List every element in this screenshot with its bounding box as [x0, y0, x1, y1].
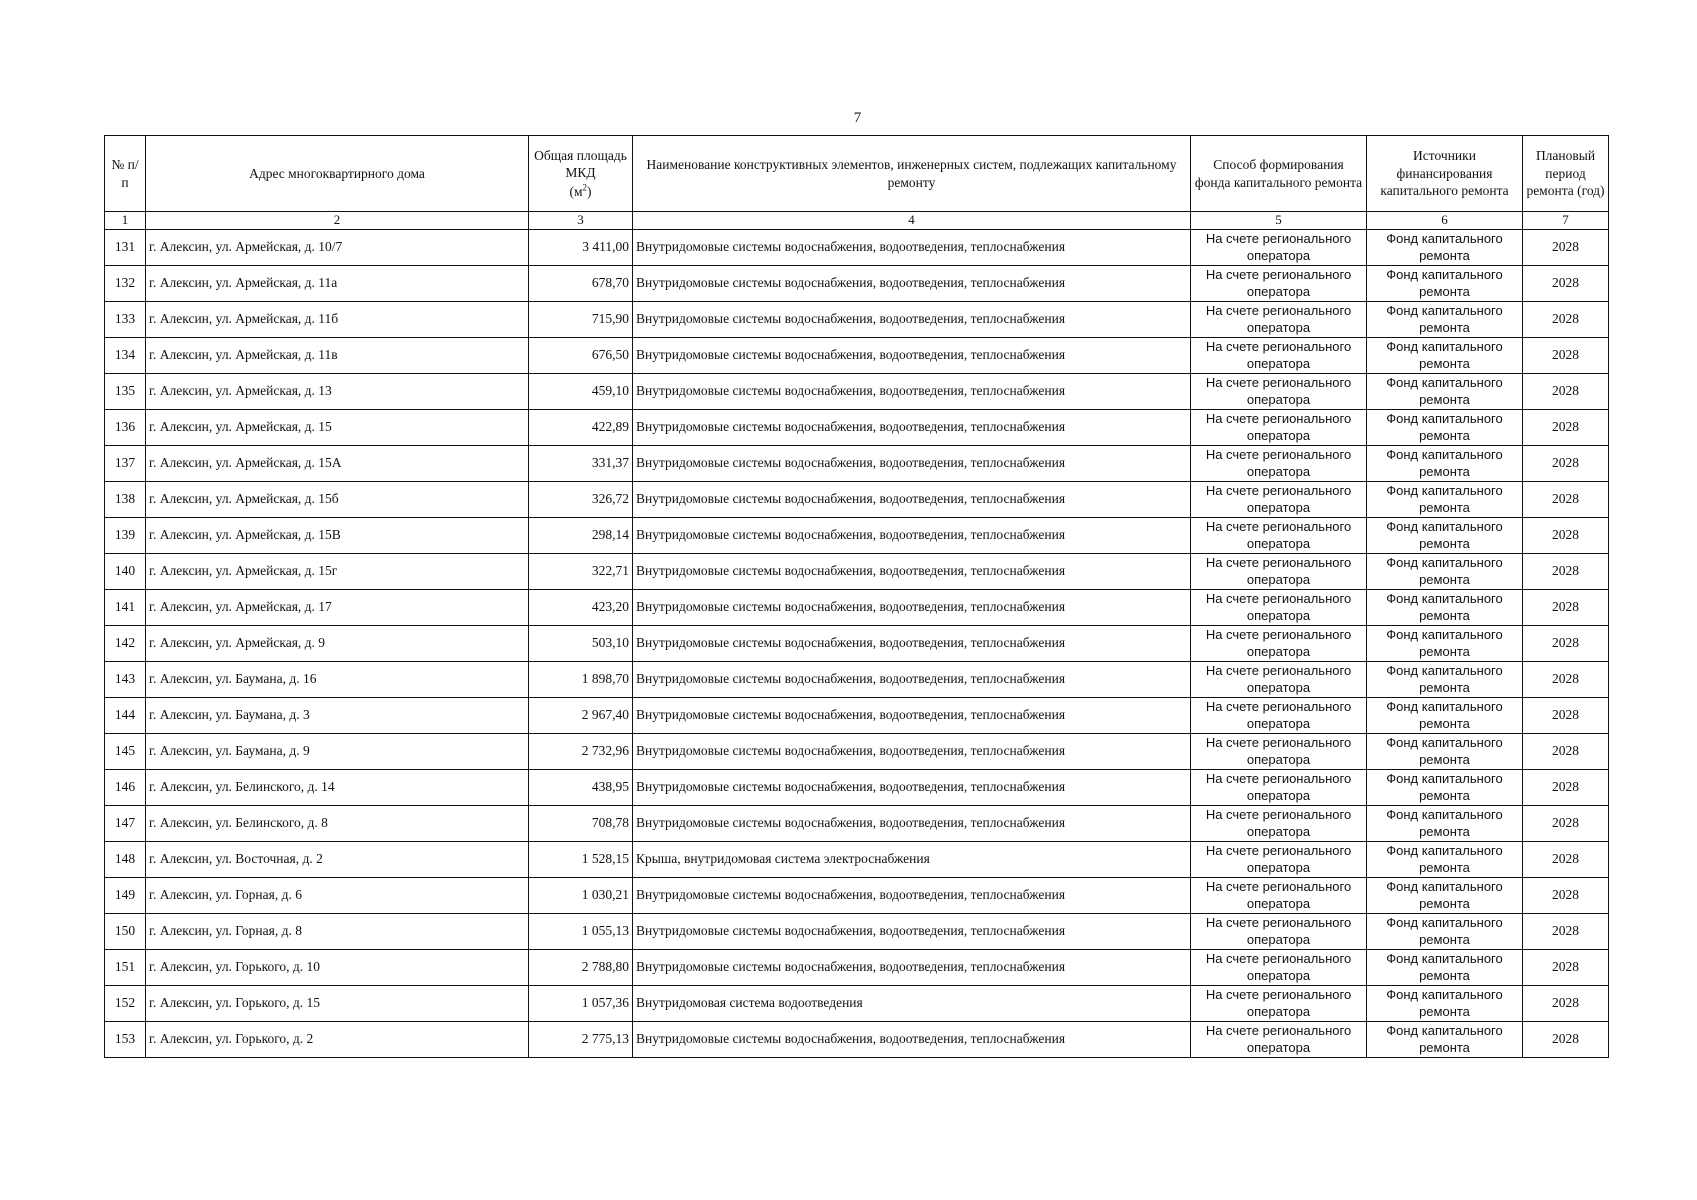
row-funding-method: На счете регионального оператора [1191, 806, 1367, 842]
table-row [105, 626, 1609, 662]
row-funding-source: Фонд капитального ремонта [1367, 410, 1523, 446]
row-address: г. Алексин, ул. Армейская, д. 15 [146, 410, 529, 446]
row-planned-year: 2028 [1523, 338, 1609, 374]
table-row [105, 950, 1609, 986]
row-area: 1 528,15 [529, 842, 633, 878]
table-body [105, 230, 1609, 1058]
row-funding-method: На счете регионального оператора [1191, 410, 1367, 446]
row-number: 140 [105, 554, 146, 590]
row-planned-year: 2028 [1523, 770, 1609, 806]
row-number: 144 [105, 698, 146, 734]
row-area: 322,71 [529, 554, 633, 590]
row-area: 2 732,96 [529, 734, 633, 770]
row-elements: Внутридомовые системы водоснабжения, водоотведения, теплоснабжения [633, 1022, 1191, 1058]
row-elements: Внутридомовые системы водоснабжения, водоотведения, теплоснабжения [633, 914, 1191, 950]
row-elements: Внутридомовые системы водоснабжения, водоотведения, теплоснабжения [633, 446, 1191, 482]
row-funding-source: Фонд капитального ремонта [1367, 878, 1523, 914]
row-elements: Крыша, внутридомовая система электроснабжения [633, 842, 1191, 878]
row-planned-year: 2028 [1523, 446, 1609, 482]
row-number: 146 [105, 770, 146, 806]
row-address: г. Алексин, ул. Армейская, д. 15В [146, 518, 529, 554]
row-elements: Внутридомовые системы водоснабжения, водоотведения, теплоснабжения [633, 266, 1191, 302]
row-funding-method: На счете регионального оператора [1191, 374, 1367, 410]
row-number: 148 [105, 842, 146, 878]
row-planned-year: 2028 [1523, 626, 1609, 662]
row-address: г. Алексин, ул. Горького, д. 15 [146, 986, 529, 1022]
row-planned-year: 2028 [1523, 1022, 1609, 1058]
row-funding-source: Фонд капитального ремонта [1367, 698, 1523, 734]
table-row [105, 302, 1609, 338]
row-number: 138 [105, 482, 146, 518]
row-number: 131 [105, 230, 146, 266]
row-planned-year: 2028 [1523, 986, 1609, 1022]
row-funding-source: Фонд капитального ремонта [1367, 734, 1523, 770]
row-address: г. Алексин, ул. Армейская, д. 10/7 [146, 230, 529, 266]
row-funding-method: На счете регионального оператора [1191, 770, 1367, 806]
row-address: г. Алексин, ул. Баумана, д. 9 [146, 734, 529, 770]
table-row [105, 662, 1609, 698]
row-address: г. Алексин, ул. Баумана, д. 3 [146, 698, 529, 734]
row-elements: Внутридомовые системы водоснабжения, водоотведения, теплоснабжения [633, 374, 1191, 410]
row-number: 151 [105, 950, 146, 986]
row-address: г. Алексин, ул. Белинского, д. 14 [146, 770, 529, 806]
row-funding-source: Фонд капитального ремонта [1367, 590, 1523, 626]
row-funding-method: На счете регионального оператора [1191, 338, 1367, 374]
row-planned-year: 2028 [1523, 878, 1609, 914]
row-funding-method: На счете регионального оператора [1191, 950, 1367, 986]
row-number: 141 [105, 590, 146, 626]
row-area: 678,70 [529, 266, 633, 302]
row-funding-source: Фонд капитального ремонта [1367, 770, 1523, 806]
row-address: г. Алексин, ул. Армейская, д. 11а [146, 266, 529, 302]
row-funding-source: Фонд капитального ремонта [1367, 842, 1523, 878]
header-row [105, 136, 1609, 212]
row-funding-source: Фонд капитального ремонта [1367, 914, 1523, 950]
header-area-label: Общая площадь МКД [534, 147, 627, 181]
row-address: г. Алексин, ул. Армейская, д. 11б [146, 302, 529, 338]
row-number: 152 [105, 986, 146, 1022]
row-planned-year: 2028 [1523, 734, 1609, 770]
row-number: 147 [105, 806, 146, 842]
row-elements: Внутридомовые системы водоснабжения, водоотведения, теплоснабжения [633, 410, 1191, 446]
header-area [529, 136, 633, 212]
row-funding-source: Фонд капитального ремонта [1367, 446, 1523, 482]
row-planned-year: 2028 [1523, 842, 1609, 878]
row-elements: Внутридомовые системы водоснабжения, водоотведения, теплоснабжения [633, 878, 1191, 914]
row-area: 676,50 [529, 338, 633, 374]
row-elements: Внутридомовые системы водоснабжения, водоотведения, теплоснабжения [633, 950, 1191, 986]
row-funding-source: Фонд капитального ремонта [1367, 662, 1523, 698]
row-address: г. Алексин, ул. Армейская, д. 9 [146, 626, 529, 662]
row-funding-method: На счете регионального оператора [1191, 482, 1367, 518]
row-address: г. Алексин, ул. Горького, д. 2 [146, 1022, 529, 1058]
row-address: г. Алексин, ул. Армейская, д. 15б [146, 482, 529, 518]
row-elements: Внутридомовые системы водоснабжения, водоотведения, теплоснабжения [633, 734, 1191, 770]
row-funding-source: Фонд капитального ремонта [1367, 374, 1523, 410]
row-address: г. Алексин, ул. Армейская, д. 15А [146, 446, 529, 482]
row-area: 1 055,13 [529, 914, 633, 950]
row-funding-source: Фонд капитального ремонта [1367, 266, 1523, 302]
row-elements: Внутридомовые системы водоснабжения, водоотведения, теплоснабжения [633, 806, 1191, 842]
table-row [105, 482, 1609, 518]
row-planned-year: 2028 [1523, 374, 1609, 410]
row-area: 2 775,13 [529, 1022, 633, 1058]
table-row [105, 914, 1609, 950]
column-number: 5 [1191, 212, 1367, 230]
capital-repair-table [104, 135, 1609, 1058]
row-area: 503,10 [529, 626, 633, 662]
row-address: г. Алексин, ул. Армейская, д. 11в [146, 338, 529, 374]
row-funding-method: На счете регионального оператора [1191, 554, 1367, 590]
row-planned-year: 2028 [1523, 230, 1609, 266]
column-number: 7 [1523, 212, 1609, 230]
row-elements: Внутридомовая система водоотведения [633, 986, 1191, 1022]
row-funding-method: На счете регионального оператора [1191, 266, 1367, 302]
row-area: 1 898,70 [529, 662, 633, 698]
row-address: г. Алексин, ул. Горная, д. 6 [146, 878, 529, 914]
row-funding-source: Фонд капитального ремонта [1367, 482, 1523, 518]
row-funding-source: Фонд капитального ремонта [1367, 518, 1523, 554]
column-number: 4 [633, 212, 1191, 230]
row-funding-source: Фонд капитального ремонта [1367, 554, 1523, 590]
row-funding-source: Фонд капитального ремонта [1367, 302, 1523, 338]
header-area-unit: $(м^2)$ [569, 182, 592, 199]
row-number: 145 [105, 734, 146, 770]
row-number: 149 [105, 878, 146, 914]
row-elements: Внутридомовые системы водоснабжения, водоотведения, теплоснабжения [633, 770, 1191, 806]
table-row [105, 1022, 1609, 1058]
row-address: г. Алексин, ул. Армейская, д. 15г [146, 554, 529, 590]
column-number: 3 [529, 212, 633, 230]
table-row [105, 806, 1609, 842]
column-number-row [105, 212, 1609, 230]
header-period: Плановый период ремонта (год) [1523, 136, 1609, 212]
row-number: 132 [105, 266, 146, 302]
row-funding-method: На счете регионального оператора [1191, 986, 1367, 1022]
header-method: Способ формирования фонда капитального ремонта [1191, 136, 1367, 212]
row-area: 1 030,21 [529, 878, 633, 914]
row-address: г. Алексин, ул. Армейская, д. 13 [146, 374, 529, 410]
row-number: 133 [105, 302, 146, 338]
row-area: 2 967,40 [529, 698, 633, 734]
row-number: 143 [105, 662, 146, 698]
row-planned-year: 2028 [1523, 590, 1609, 626]
row-funding-source: Фонд капитального ремонта [1367, 626, 1523, 662]
row-area: 715,90 [529, 302, 633, 338]
row-funding-method: На счете регионального оператора [1191, 842, 1367, 878]
row-area: 422,89 [529, 410, 633, 446]
table-row [105, 446, 1609, 482]
row-funding-method: На счете регионального оператора [1191, 230, 1367, 266]
row-address: г. Алексин, ул. Горная, д. 8 [146, 914, 529, 950]
column-number: 2 [146, 212, 529, 230]
row-funding-method: На счете регионального оператора [1191, 914, 1367, 950]
row-elements: Внутридомовые системы водоснабжения, водоотведения, теплоснабжения [633, 626, 1191, 662]
row-area: 2 788,80 [529, 950, 633, 986]
header-source: Источники финансирования капитального ремонта [1367, 136, 1523, 212]
row-funding-source: Фонд капитального ремонта [1367, 986, 1523, 1022]
table-row [105, 518, 1609, 554]
row-funding-method: На счете регионального оператора [1191, 878, 1367, 914]
page-number: 7 [853, 110, 862, 126]
row-area: 298,14 [529, 518, 633, 554]
row-funding-method: На счете регионального оператора [1191, 590, 1367, 626]
row-area: 423,20 [529, 590, 633, 626]
row-address: г. Алексин, ул. Горького, д. 10 [146, 950, 529, 986]
row-funding-method: На счете регионального оператора [1191, 446, 1367, 482]
row-area: 708,78 [529, 806, 633, 842]
row-planned-year: 2028 [1523, 266, 1609, 302]
row-funding-method: На счете регионального оператора [1191, 1022, 1367, 1058]
table-row [105, 590, 1609, 626]
row-planned-year: 2028 [1523, 410, 1609, 446]
row-elements: Внутридомовые системы водоснабжения, водоотведения, теплоснабжения [633, 518, 1191, 554]
row-elements: Внутридомовые системы водоснабжения, водоотведения, теплоснабжения [633, 338, 1191, 374]
table-row [105, 734, 1609, 770]
row-planned-year: 2028 [1523, 914, 1609, 950]
row-number: 153 [105, 1022, 146, 1058]
row-number: 135 [105, 374, 146, 410]
row-funding-source: Фонд капитального ремонта [1367, 950, 1523, 986]
row-funding-method: На счете регионального оператора [1191, 662, 1367, 698]
row-funding-method: На счете регионального оператора [1191, 626, 1367, 662]
row-planned-year: 2028 [1523, 482, 1609, 518]
row-elements: Внутридомовые системы водоснабжения, водоотведения, теплоснабжения [633, 590, 1191, 626]
row-elements: Внутридомовые системы водоснабжения, водоотведения, теплоснабжения [633, 302, 1191, 338]
table-row [105, 986, 1609, 1022]
row-planned-year: 2028 [1523, 302, 1609, 338]
row-elements: Внутридомовые системы водоснабжения, водоотведения, теплоснабжения [633, 698, 1191, 734]
row-elements: Внутридомовые системы водоснабжения, водоотведения, теплоснабжения [633, 554, 1191, 590]
table-row [105, 230, 1609, 266]
row-number: 139 [105, 518, 146, 554]
row-funding-source: Фонд капитального ремонта [1367, 230, 1523, 266]
row-number: 137 [105, 446, 146, 482]
row-funding-source: Фонд капитального ремонта [1367, 1022, 1523, 1058]
row-funding-source: Фонд капитального ремонта [1367, 806, 1523, 842]
row-funding-method: На счете регионального оператора [1191, 518, 1367, 554]
header-address: Адрес многоквартирного дома [146, 136, 529, 212]
row-address: г. Алексин, ул. Белинского, д. 8 [146, 806, 529, 842]
row-elements: Внутридомовые системы водоснабжения, водоотведения, теплоснабжения [633, 482, 1191, 518]
row-planned-year: 2028 [1523, 518, 1609, 554]
row-area: 438,95 [529, 770, 633, 806]
row-planned-year: 2028 [1523, 662, 1609, 698]
row-area: 459,10 [529, 374, 633, 410]
row-planned-year: 2028 [1523, 554, 1609, 590]
table-row [105, 266, 1609, 302]
row-planned-year: 2028 [1523, 698, 1609, 734]
row-planned-year: 2028 [1523, 950, 1609, 986]
row-number: 142 [105, 626, 146, 662]
row-planned-year: 2028 [1523, 806, 1609, 842]
table-row [105, 878, 1609, 914]
row-elements: Внутридомовые системы водоснабжения, водоотведения, теплоснабжения [633, 230, 1191, 266]
row-address: г. Алексин, ул. Восточная, д. 2 [146, 842, 529, 878]
row-address: г. Алексин, ул. Баумана, д. 16 [146, 662, 529, 698]
table-row [105, 698, 1609, 734]
row-funding-method: На счете регионального оператора [1191, 698, 1367, 734]
table-row [105, 374, 1609, 410]
row-funding-source: Фонд капитального ремонта [1367, 338, 1523, 374]
row-area: 326,72 [529, 482, 633, 518]
row-funding-method: На счете регионального оператора [1191, 734, 1367, 770]
row-number: 136 [105, 410, 146, 446]
table-row [105, 338, 1609, 374]
row-area: 1 057,36 [529, 986, 633, 1022]
row-number: 134 [105, 338, 146, 374]
header-elements: Наименование конструктивных элементов, инженерных систем, подлежащих капитальному ремонту [633, 136, 1191, 212]
row-area: 3 411,00 [529, 230, 633, 266]
row-elements: Внутридомовые системы водоснабжения, водоотведения, теплоснабжения [633, 662, 1191, 698]
row-area: 331,37 [529, 446, 633, 482]
table-row [105, 770, 1609, 806]
column-number: 6 [1367, 212, 1523, 230]
row-funding-method: На счете регионального оператора [1191, 302, 1367, 338]
header-num: № п/п [105, 136, 146, 212]
table-row [105, 554, 1609, 590]
row-number: 150 [105, 914, 146, 950]
table-row [105, 410, 1609, 446]
row-address: г. Алексин, ул. Армейская, д. 17 [146, 590, 529, 626]
table-row [105, 842, 1609, 878]
column-number: 1 [105, 212, 146, 230]
